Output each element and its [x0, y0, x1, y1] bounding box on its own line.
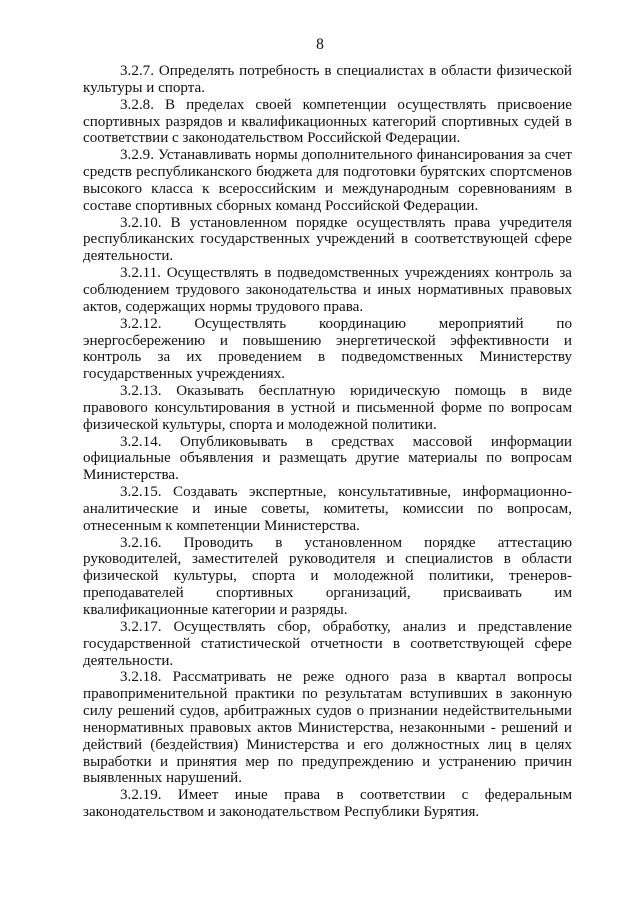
paragraph-3-2-10: 3.2.10. В установленном порядке осуществлять права учредителя республиканских государственных учреждений в соответствующей сфере деятельности. [83, 214, 572, 265]
paragraph-3-2-19: 3.2.19. Имеет иные права в соответствии с федеральным законодательством и законодательством Республики Бурятия. [83, 787, 572, 821]
paragraph-3-2-16: 3.2.16. Проводить в установленном порядке аттестацию руководителей, заместителей руководителя и специалистов в области физической культуры, спорта и молодежной политики, тренеров-преподавателей спортивных организаций, присваивать им квалификационные категории и разряды. [83, 534, 572, 618]
paragraph-3-2-7: 3.2.7. Определять потребность в специалистах в области физической культуры и спорта. [83, 63, 572, 96]
paragraph-3-2-8: 3.2.8. В пределах своей компетенции осуществлять присвоение спортивных разрядов и квалификационных категорий спортивных судей в соответствии с законодательством Российской Федерации. [83, 96, 572, 147]
document-body [83, 63, 572, 821]
paragraph-3-2-12: 3.2.12. Осуществлять координацию мероприятий по энергосбережению и повышению энергетической эффективности и контроль за их проведением в подведомственных Министерству государственных учреждениях. [83, 315, 572, 383]
page-number: 8 [316, 36, 324, 53]
paragraph-3-2-9: 3.2.9. Устанавливать нормы дополнительного финансирования за счет средств республиканского бюджета для подготовки бурятских спортсменов высокого класса к всероссийским и международным соревнованиям в составе спортивных сборных команд Российской Федерации. [83, 147, 572, 214]
paragraph-3-2-17: 3.2.17. Осуществлять сбор, обработку, анализ и представление государственной статистической отчетности в соответствующей сфере деятельности. [83, 618, 572, 669]
paragraph-3-2-15: 3.2.15. Создавать экспертные, консультативные, информационно-аналитические и иные советы, комитеты, комиссии по вопросам, отнесенным к компетенции Министерства. [83, 484, 572, 534]
paragraph-3-2-13: 3.2.13. Оказывать бесплатную юридическую помощь в виде правового консультирования в устной и письменной форме по вопросам физической культуры, спорта и молодежной политики. [83, 383, 572, 433]
paragraph-3-2-14: 3.2.14. Опубликовывать в средствах массовой информации официальные объявления и размещать другие материалы по вопросам Министерства. [83, 433, 572, 484]
paragraph-3-2-11: 3.2.11. Осуществлять в подведомственных учреждениях контроль за соблюдением трудового законодательства и иных нормативных правовых актов, содержащих нормы трудового права. [83, 265, 572, 315]
paragraph-3-2-18: 3.2.18. Рассматривать не реже одного раза в квартал вопросы правоприменительной практики по результатам вступивших в законную силу решений судов, арбитражных судов о признании недействительными ненормативных правовых актов Министерства, незаконными - решений и действий (бездействия) Министерства и его должностных лиц в целях выработки и принятия мер по предупреждению и устранению причин выявленных нарушений. [83, 669, 572, 787]
